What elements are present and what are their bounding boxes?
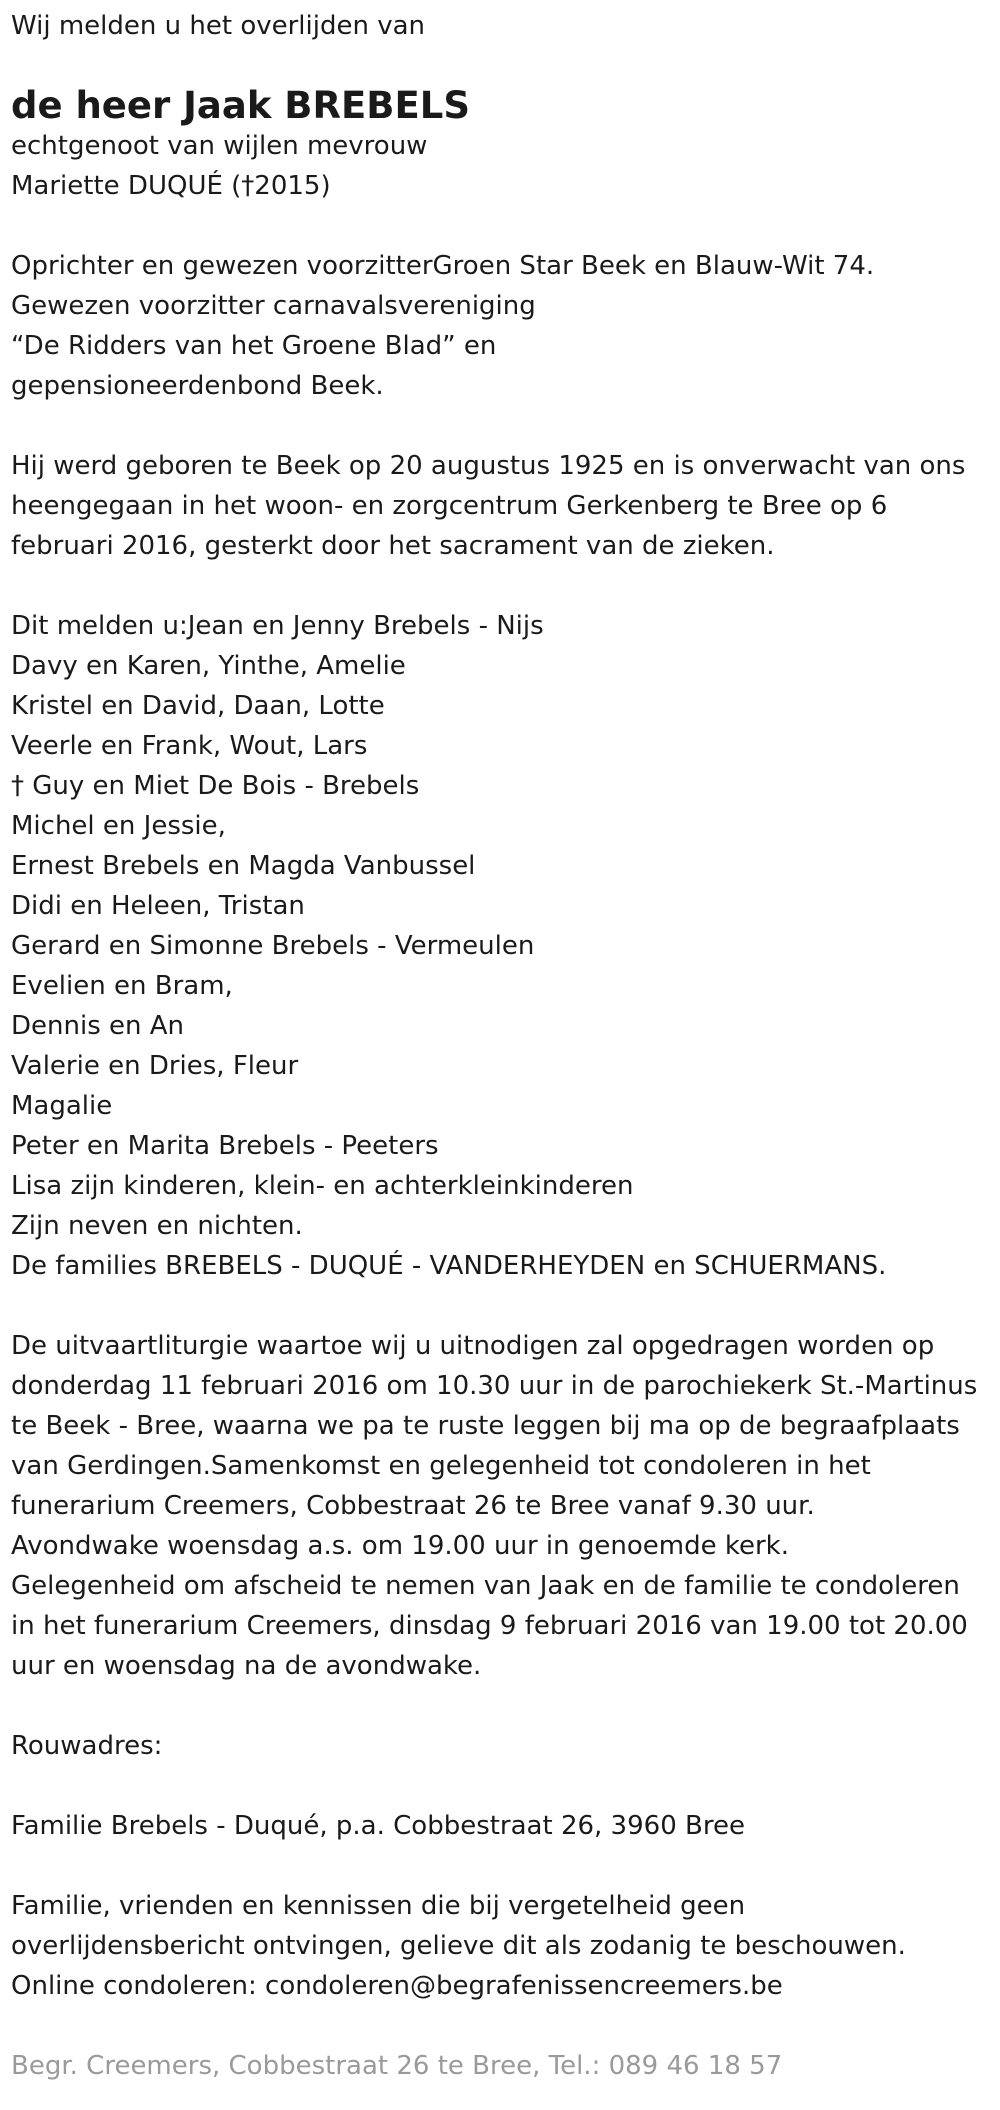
funeral-line: te Beek - Bree, waarna we pa te ruste leggen bij ma op de begraafplaats bbox=[11, 1411, 960, 1441]
funeral-home-footer: Begr. Creemers, Cobbestraat 26 te Bree, Tel.: 089 46 18 57 bbox=[11, 2051, 783, 2081]
rouwadres-address: Familie Brebels - Duqué, p.a. Cobbestraat 26, 3960 Bree bbox=[11, 1811, 745, 1841]
family-line: Davy en Karen, Yinthe, Amelie bbox=[11, 651, 406, 681]
rouwadres-label: Rouwadres: bbox=[11, 1731, 163, 1761]
intro-text: Wij melden u het overlijden van bbox=[11, 11, 426, 41]
birth-line: februari 2016, gesterkt door het sacrament van de zieken. bbox=[11, 531, 775, 561]
functions-block bbox=[11, 246, 989, 406]
funeral-line: funerarium Creemers, Cobbestraat 26 te Bree vanaf 9.30 uur. bbox=[11, 1491, 815, 1521]
closing-line: Familie, vrienden en kennissen die bij vergetelheid geen bbox=[11, 1891, 746, 1921]
funeral-block bbox=[11, 1326, 989, 1686]
family-line: Michel en Jessie, bbox=[11, 811, 226, 841]
functions-line: gepensioneerdenbond Beek. bbox=[11, 371, 384, 401]
funeral-line: donderdag 11 februari 2016 om 10.30 uur in de parochiekerk St.-Martinus bbox=[11, 1371, 978, 1401]
family-line: Lisa zijn kinderen, klein- en achterkleinkinderen bbox=[11, 1171, 634, 1201]
closing-block bbox=[11, 1886, 989, 2006]
funeral-line: van Gerdingen.Samenkomst en gelegenheid tot condoleren in het bbox=[11, 1451, 871, 1481]
funeral-line: uur en woensdag na de avondwake. bbox=[11, 1651, 482, 1681]
functions-line: Oprichter en gewezen voorzitterGroen Star Beek en Blauw-Wit 74. bbox=[11, 251, 875, 281]
closing-line: Online condoleren: condoleren@begrafenissencreemers.be bbox=[11, 1971, 783, 2001]
family-line: Gerard en Simonne Brebels - Vermeulen bbox=[11, 931, 535, 961]
family-line: Evelien en Bram, bbox=[11, 971, 233, 1001]
family-line: De families BREBELS - DUQUÉ - VANDERHEYDEN en SCHUERMANS. bbox=[11, 1251, 887, 1281]
funeral-line: De uitvaartliturgie waartoe wij u uitnodigen zal opgedragen worden op bbox=[11, 1331, 935, 1361]
family-line: Peter en Marita Brebels - Peeters bbox=[11, 1131, 439, 1161]
family-line: Didi en Heleen, Tristan bbox=[11, 891, 305, 921]
family-block bbox=[11, 606, 989, 1286]
family-line: Magalie bbox=[11, 1091, 113, 1121]
funeral-line: Gelegenheid om afscheid te nemen van Jaak en de familie te condoleren bbox=[11, 1571, 960, 1601]
birth-line: heengegaan in het woon- en zorgcentrum Gerkenberg te Bree op 6 bbox=[11, 491, 888, 521]
spouse-line: Mariette DUQUÉ (†2015) bbox=[11, 171, 331, 201]
family-line: Zijn neven en nichten. bbox=[11, 1211, 303, 1241]
family-line: † Guy en Miet De Bois - Brebels bbox=[11, 771, 420, 801]
functions-line: “De Ridders van het Groene Blad” en bbox=[11, 331, 497, 361]
spouse-block bbox=[11, 126, 989, 206]
family-line: Ernest Brebels en Magda Vanbussel bbox=[11, 851, 476, 881]
funeral-line: Avondwake woensdag a.s. om 19.00 uur in genoemde kerk. bbox=[11, 1531, 789, 1561]
family-line: Veerle en Frank, Wout, Lars bbox=[11, 731, 368, 761]
functions-line: Gewezen voorzitter carnavalsvereniging bbox=[11, 291, 536, 321]
deceased-name: de heer Jaak BREBELS bbox=[11, 84, 470, 127]
family-line: Dit melden u:Jean en Jenny Brebels - Nijs bbox=[11, 611, 544, 641]
funeral-line: in het funerarium Creemers, dinsdag 9 februari 2016 van 19.00 tot 20.00 bbox=[11, 1611, 968, 1641]
closing-line: overlijdensbericht ontvingen, gelieve dit als zodanig te beschouwen. bbox=[11, 1931, 906, 1961]
family-line: Dennis en An bbox=[11, 1011, 185, 1041]
birth-block bbox=[11, 446, 989, 566]
birth-line: Hij werd geboren te Beek op 20 augustus 1925 en is onverwacht van ons bbox=[11, 451, 966, 481]
spouse-line: echtgenoot van wijlen mevrouw bbox=[11, 131, 428, 161]
family-line: Valerie en Dries, Fleur bbox=[11, 1051, 299, 1081]
family-line: Kristel en David, Daan, Lotte bbox=[11, 691, 385, 721]
